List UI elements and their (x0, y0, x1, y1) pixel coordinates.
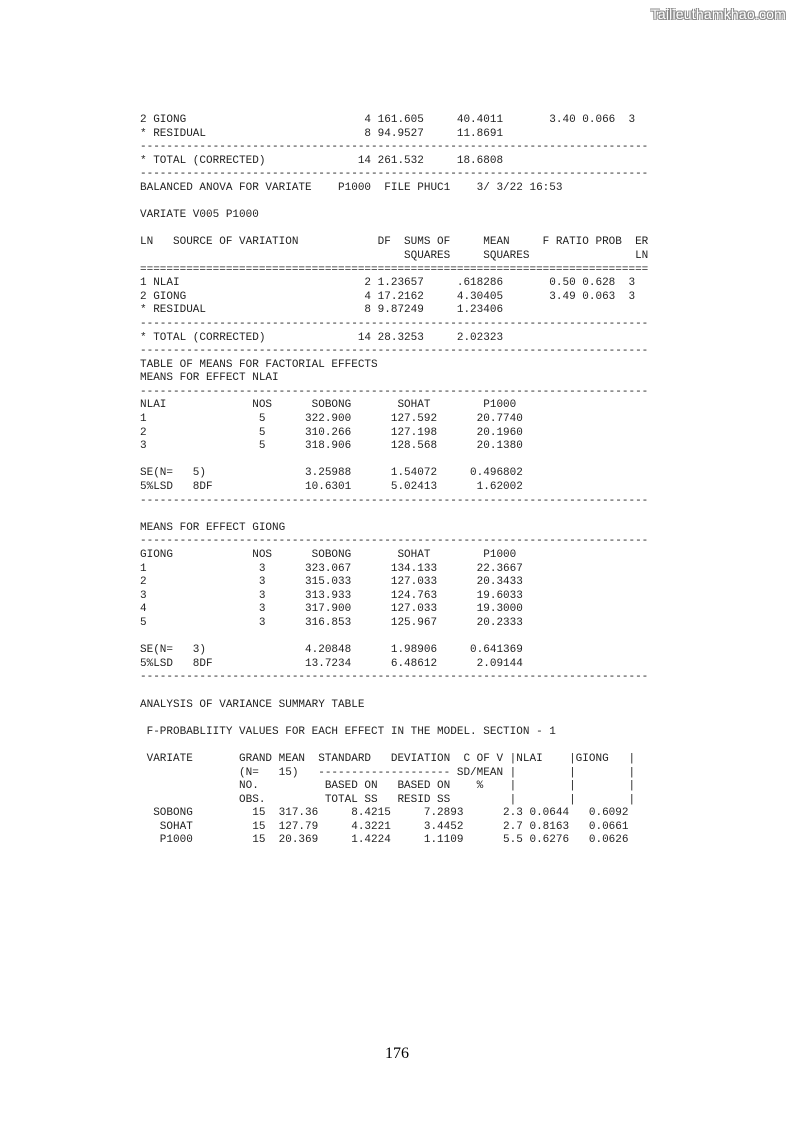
page-number: 176 (385, 1045, 409, 1062)
listing-line: LN SOURCE OF VARIATION DF SUMS OF MEAN F RATIO PROB ER (140, 236, 649, 249)
listing-line: * TOTAL (CORRECTED) 14 28.3253 2.02323 (140, 331, 504, 344)
listing-line: 5%LSD 8DF 13.7234 6.48612 2.09144 (140, 657, 523, 670)
listing-line: 5%LSD 8DF 10.6301 5.02413 1.62002 (140, 481, 523, 494)
listing-line: * TOTAL (CORRECTED) 14 261.532 18.6808 (140, 154, 504, 167)
listing-line: P1000 15 20.369 1.4224 1.1109 5.5 0.6276 0.0626 (140, 834, 629, 847)
listing-line: 3 3 313.933 124.763 19.6033 (140, 589, 523, 602)
listing-line (140, 454, 648, 468)
listing-line: 2 3 315.033 127.033 20.3433 (140, 576, 523, 589)
listing-line (140, 223, 648, 237)
listing-line: ----------------------------------------------------------------------------- (140, 385, 649, 398)
listing-line: SE(N= 5) 3.25988 1.54072 0.496802 (140, 467, 523, 480)
listing-line: VARIATE V005 P1000 (140, 209, 259, 222)
listing-line (140, 685, 648, 699)
listing-line: F-PROBABLIITY VALUES FOR EACH EFFECT IN THE MODEL. SECTION - 1 (140, 725, 556, 738)
listing-line (140, 196, 648, 210)
listing-line (140, 712, 648, 726)
listing-line: NO. BASED ON BASED ON % | | | (140, 780, 636, 793)
listing-line: 1 5 322.900 127.592 20.7740 (140, 413, 523, 426)
listing-line: 3 5 318.906 128.568 20.1380 (140, 440, 523, 453)
listing-line: ----------------------------------------------------------------------------- (140, 535, 649, 548)
listing-line: (N= 15) -------------------- SD/MEAN | | | (140, 766, 636, 779)
listing-line: * RESIDUAL 8 9.87249 1.23406 (140, 304, 504, 317)
listing-line: SOBONG 15 317.36 8.4215 7.2893 2.3 0.0644 0.6092 (140, 807, 629, 820)
watermark-text: Tailieuthamkhao.com (650, 6, 786, 22)
listing-line: ANALYSIS OF VARIANCE SUMMARY TABLE (140, 698, 365, 711)
listing-line: SQUARES SQUARES LN (140, 249, 649, 262)
listing-line: SE(N= 3) 4.20848 1.98906 0.641369 (140, 644, 523, 657)
listing-line (140, 631, 648, 645)
listing-line: SOHAT 15 127.79 4.3221 3.4452 2.7 0.8163 0.0661 (140, 820, 629, 833)
listing-line: ----------------------------------------------------------------------------- (140, 317, 649, 330)
listing-line: BALANCED ANOVA FOR VARIATE P1000 FILE PHUC1 3/ 3/22 16:53 (140, 181, 563, 194)
listing-line: ----------------------------------------------------------------------------- (140, 671, 649, 684)
listing-line: ----------------------------------------------------------------------------- (140, 168, 649, 181)
listing-line: ----------------------------------------------------------------------------- (140, 494, 649, 507)
listing-line: 1 3 323.067 134.133 22.3667 (140, 562, 523, 575)
listing-line: MEANS FOR EFFECT GIONG (140, 521, 286, 534)
listing-line: ----------------------------------------------------------------------------- (140, 141, 649, 154)
listing-line: 4 3 317.900 127.033 19.3000 (140, 603, 523, 616)
listing-line: 2 GIONG 4 17.2162 4.30405 3.49 0.063 3 (140, 290, 636, 303)
listing-line: MEANS FOR EFFECT NLAI (140, 372, 279, 385)
listing-line: TABLE OF MEANS FOR FACTORIAL EFFECTS (140, 358, 378, 371)
listing-line: OBS. TOTAL SS RESID SS | | | (140, 793, 636, 806)
listing-line (140, 508, 648, 522)
listing-line: 2 5 310.266 127.198 20.1960 (140, 426, 523, 439)
listing-line: VARIATE GRAND MEAN STANDARD DEVIATION C OF V |NLAI |GIONG | (140, 752, 636, 765)
listing-line: 2 GIONG 4 161.605 40.4011 3.40 0.066 3 (140, 114, 636, 126)
listing-line: 1 NLAI 2 1.23657 .618286 0.50 0.628 3 (140, 277, 636, 290)
listing-line: ============================================================================= (140, 263, 649, 276)
listing-line: GIONG NOS SOBONG SOHAT P1000 (140, 549, 517, 561)
listing-line (140, 739, 648, 753)
listing-line: NLAI NOS SOBONG SOHAT P1000 (140, 399, 517, 412)
listing-line: * RESIDUAL 8 94.9527 11.8691 (140, 127, 504, 140)
anova-output-listing (140, 114, 648, 848)
listing-line: ----------------------------------------------------------------------------- (140, 345, 649, 358)
listing-line: 5 3 316.853 125.967 20.2333 (140, 616, 523, 629)
